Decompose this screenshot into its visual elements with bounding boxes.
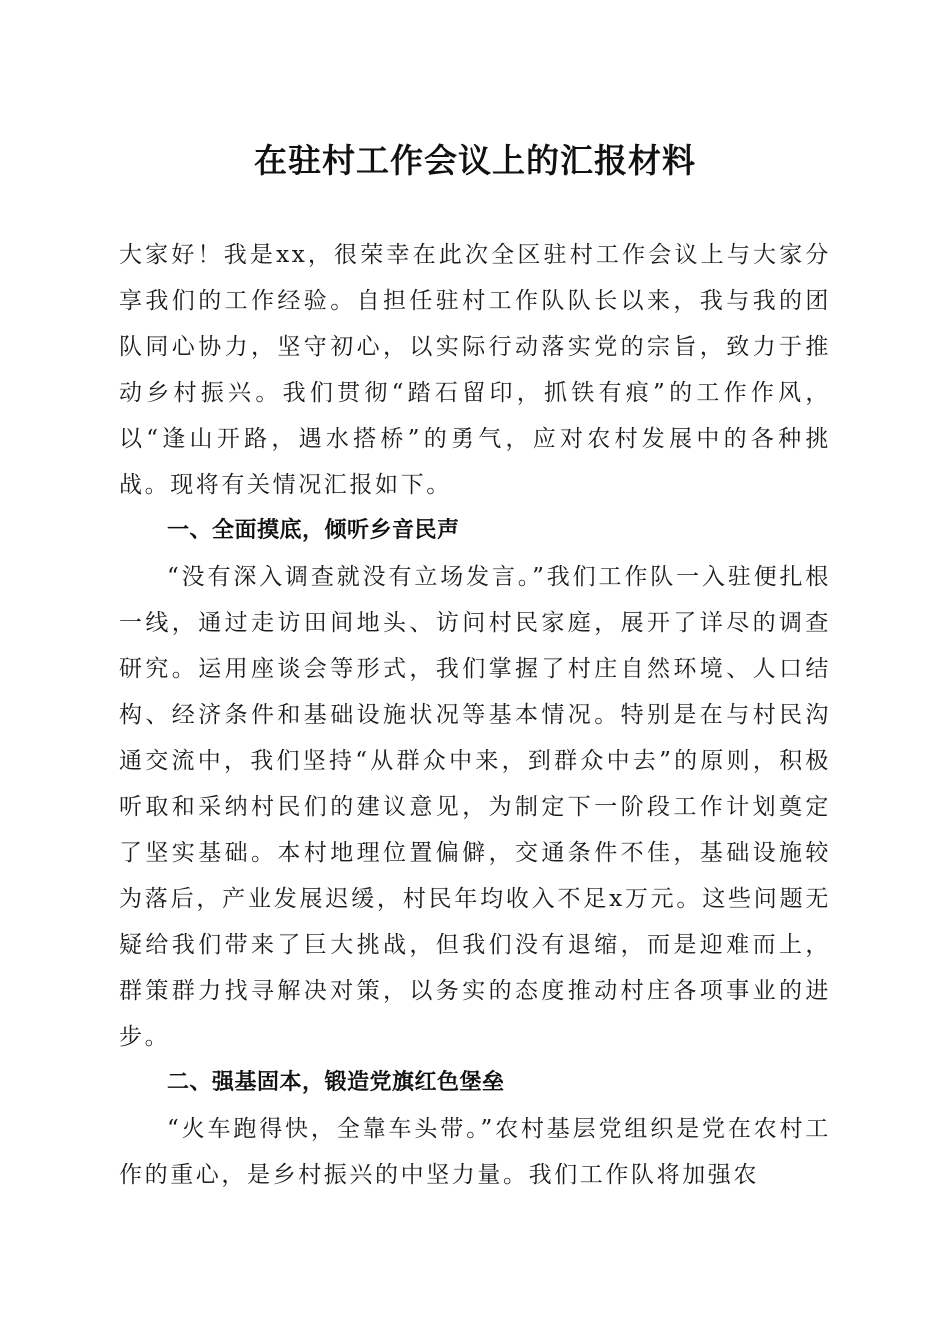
section-heading-2: 二、强基固本，锻造党旗红色堡垒 [167,1070,505,1095]
section-heading-1: 一、全面摸底，倾听乡音民声 [167,518,460,543]
intro-paragraph: 大家好！我是xx，很荣幸在此次全区驻村工作会议上与大家分享我们的工作经验。自担任驻村工作队队长以来，我与我的团队同心协力，坚守初心，以实际行动落实党的宗旨，致力于推动乡村振兴。我们贯彻“踏石留印，抓铁有痕”的工作作风，以“逢山开路，遇水搭桥”的勇气，应对农村发展中的各种挑战。现将有关情况汇报如下。 [119,242,831,498]
section-paragraph-1: “没有深入调查就没有立场发言。”我们工作队一入驻便扎根一线，通过走访田间地头、访问村民家庭，展开了详尽的调查研究。运用座谈会等形式，我们掌握了村庄自然环境、人口结构、经济条件和基础设施状况等基本情况。特别是在与村民沟通交流中，我们坚持“从群众中来，到群众中去”的原则，积极听取和采纳村民们的建议意见，为制定下一阶段工作计划奠定了坚实基础。本村地理位置偏僻，交通条件不佳，基础设施较为落后，产业发展迟缓，村民年均收入不足x万元。这些问题无疑给我们带来了巨大挑战，但我们没有退缩，而是迎难而上，群策群力找寻解决对策，以务实的态度推动村庄各项事业的进步。 [119,564,831,1050]
section-paragraph-2: “火车跑得快，全靠车头带。”农村基层党组织是党在农村工作的重心，是乡村振兴的中坚力量。我们工作队将加强农 [119,1116,831,1188]
document-title: 在驻村工作会议上的汇报材料 [254,141,696,180]
document-body [119,232,831,1198]
